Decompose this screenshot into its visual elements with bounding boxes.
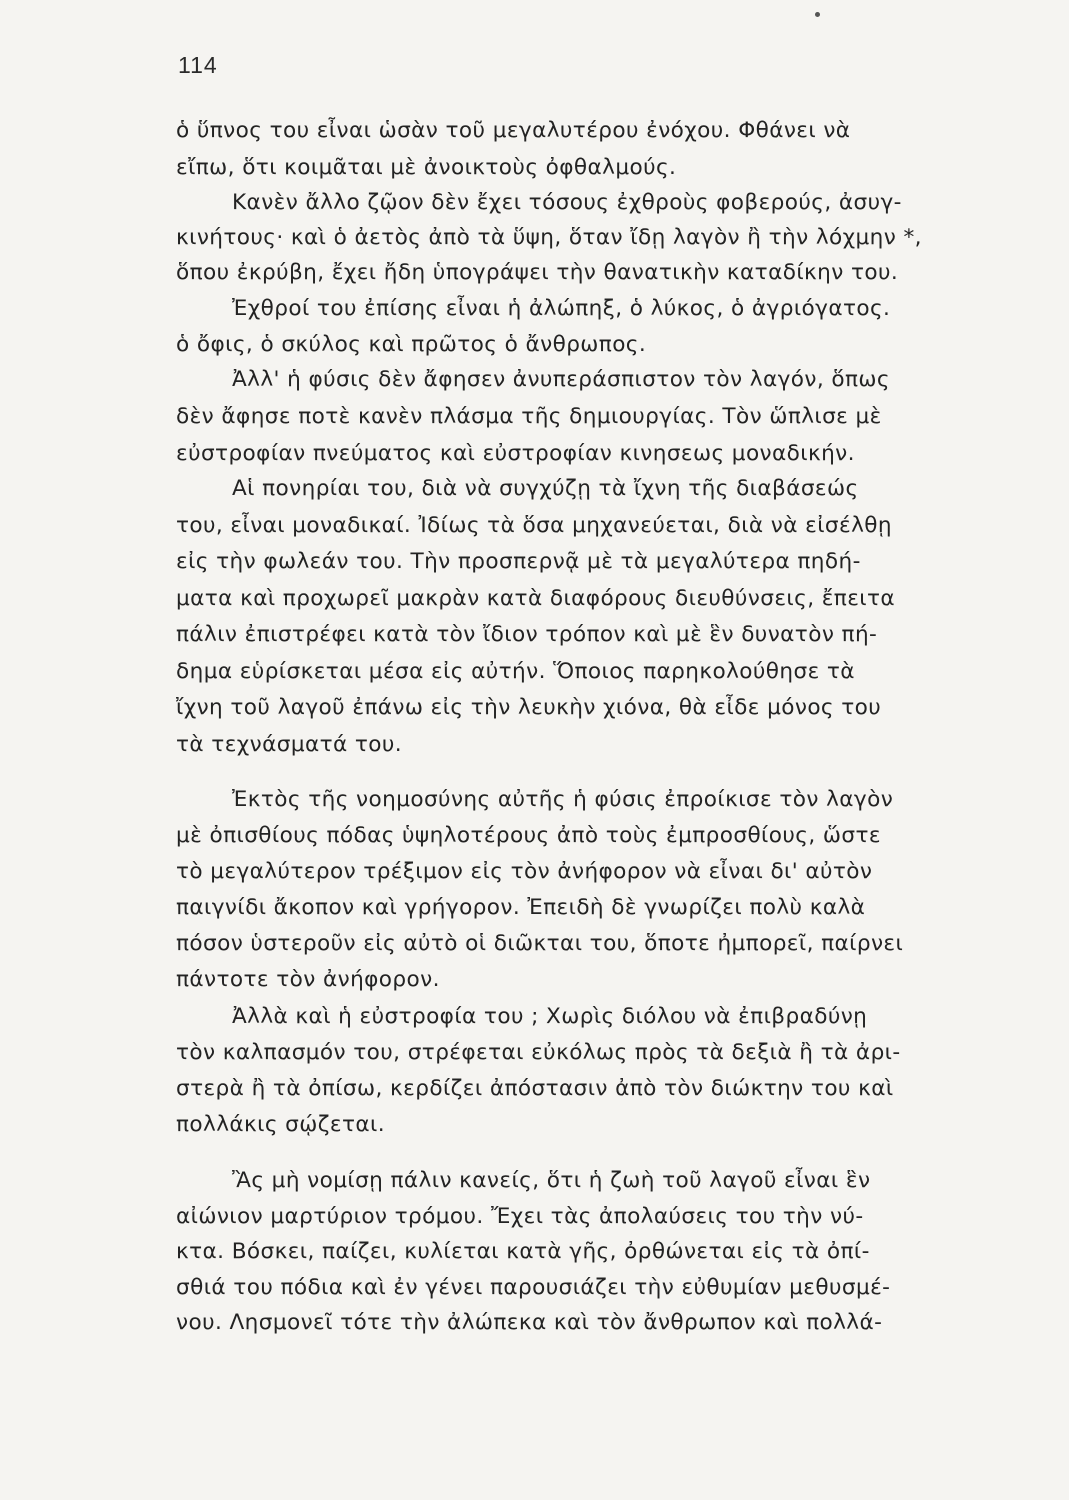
text-line: πολλάκις σῴζεται. xyxy=(176,1112,385,1137)
text-line: τὸν καλπασμόν του, στρέφεται εὐκόλως πρὸς τὰ δεξιὰ ἢ τὰ ἀρι- xyxy=(176,1040,901,1065)
text-line: εἰς τὴν φωλεάν του. Τὴν προσπερνᾷ μὲ τὰ μεγαλύτερα πηδή- xyxy=(176,549,861,574)
text-line: εὐστροφίαν πνεύματος καὶ εὐστροφίαν κινησεως μοναδικήν. xyxy=(176,441,855,466)
paragraph-pleasures xyxy=(176,1168,1022,1346)
text-line: ματα καὶ προχωρεῖ μακρὰν κατὰ διαφόρους διευθύνσεις, ἔπειτα xyxy=(176,585,896,611)
text-line: αἰώνιον μαρτύριον τρόμου. Ἔχει τὰς ἀπολαύσεις του τὴν νύ- xyxy=(176,1203,864,1229)
text-line: πόσον ὑστεροῦν εἰς αὐτὸ οἱ διῶκται του, ὅποτε ἠμπορεῖ, παίρνει xyxy=(176,931,904,956)
text-line: στερὰ ἢ τὰ ὀπίσω, κερδίζει ἀπόστασιν ἀπὸ τὸν διώκτην του καὶ xyxy=(176,1076,894,1101)
text-line: ὅπου ἐκρύβη, ἔχει ἤδη ὑπογράψει τὴν θανατικὴν καταδίκην του. xyxy=(176,260,899,285)
text-line: Αἱ πονηρίαι του, διὰ νὰ συγχύζῃ τὰ ἴχνη τῆς διαβάσεώς xyxy=(232,476,859,501)
text-line: του, εἶναι μοναδικαί. Ἰδίως τὰ ὅσα μηχανεύεται, διὰ νὰ εἰσέλθῃ xyxy=(176,512,892,538)
ink-speck xyxy=(815,12,820,17)
text-line: κινήτους· καὶ ὁ ἀετὸς ἀπὸ τὰ ὕψη, ὅταν ἴδῃ λαγὸν ἢ τὴν λόχμην *, xyxy=(176,225,922,250)
text-line: Ἂς μὴ νομίσῃ πάλιν κανείς, ὅτι ἡ ζωὴ τοῦ λαγοῦ εἶναι ἓν xyxy=(232,1168,871,1193)
paragraph-nature xyxy=(176,367,1022,478)
text-line: Ἐχθροί του ἐπίσης εἶναι ἡ ἀλώπηξ, ὁ λύκος, ὁ ἀγριόγατος. xyxy=(232,296,891,321)
text-line: εἴπω, ὅτι κοιμᾶται μὲ ἀνοικτοὺς ὀφθαλμούς. xyxy=(176,155,677,180)
page-number: 114 xyxy=(178,52,218,78)
text-line: Ἀλλὰ καὶ ἡ εὐστροφία του ; Χωρὶς διόλου νὰ ἐπιβραδύνῃ xyxy=(232,1004,868,1029)
text-line: τὸ μεγαλύτερον τρέξιμον εἰς τὸν ἀνήφορον νὰ εἶναι δι' αὐτὸν xyxy=(176,859,873,884)
text-line: παιγνίδι ἄκοπον καὶ γρήγορον. Ἐπειδὴ δὲ γνωρίζει πολὺ καλὰ xyxy=(176,895,866,920)
text-line: ὁ ὕπνος του εἶναι ὡσὰν τοῦ μεγαλυτέρου ἐνόχου. Φθάνει νὰ xyxy=(176,118,851,143)
text-line: μὲ ὀπισθίους πόδας ὑψηλοτέρους ἀπὸ τοὺς ἐμπροσθίους, ὥστε xyxy=(176,823,881,848)
text-line: τὰ τεχνάσματά του. xyxy=(176,731,403,757)
text-line: Ἀλλ' ἡ φύσις δὲν ἄφησεν ἀνυπεράσπιστον τὸν λαγόν, ὅπως xyxy=(232,367,890,392)
text-line: Ἐκτὸς τῆς νοημοσύνης αὐτῆς ἡ φύσις ἐπροίκισε τὸν λαγὸν xyxy=(232,787,894,812)
text-line: Κανὲν ἄλλο ζῷον δὲν ἔχει τόσους ἐχθροὺς φοβερούς, ἀσυγ- xyxy=(232,190,902,215)
text-line: σθιά του πόδια καὶ ἐν γένει παρουσιάζει τὴν εὐθυμίαν μεθυσμέ- xyxy=(176,1274,891,1300)
paragraph-tricks xyxy=(176,476,1022,768)
text-line: δημα εὑρίσκεται μέσα εἰς αὐτήν. Ὅποιος παρηκολούθησε τὰ xyxy=(176,658,855,684)
paragraph-enemies-list xyxy=(176,296,1022,368)
paragraph-enemies-animals xyxy=(176,190,1022,295)
text-line: νου. Λησμονεῖ τότε τὴν ἀλώπεκα καὶ τὸν ἄνθρωπον καὶ πολλά- xyxy=(176,1310,883,1335)
text-line: ὁ ὄφις, ὁ σκύλος καὶ πρῶτος ὁ ἄνθρωπος. xyxy=(176,332,647,357)
text-line: πάντοτε τὸν ἀνήφορον. xyxy=(176,967,440,992)
text-line: ἴχνη τοῦ λαγοῦ ἐπάνω εἰς τὴν λευκὴν χιόνα, θὰ εἶδε μόνος του xyxy=(176,695,882,720)
text-line: πάλιν ἐπιστρέφει κατὰ τὸν ἴδιον τρόπον καὶ μὲ ἓν δυνατὸν πή- xyxy=(176,622,878,647)
paragraph-legs xyxy=(176,787,1022,1003)
paragraph-sleep xyxy=(176,118,1022,192)
text-line: κτα. Βόσκει, παίζει, κυλίεται κατὰ γῆς, ὀρθώνεται εἰς τὰ ὀπί- xyxy=(176,1239,870,1264)
paragraph-agility xyxy=(176,1004,1022,1148)
text-line: δὲν ἄφησε ποτὲ κανὲν πλάσμα τῆς δημιουργίας. Τὸν ὥπλισε μὲ xyxy=(176,404,882,429)
